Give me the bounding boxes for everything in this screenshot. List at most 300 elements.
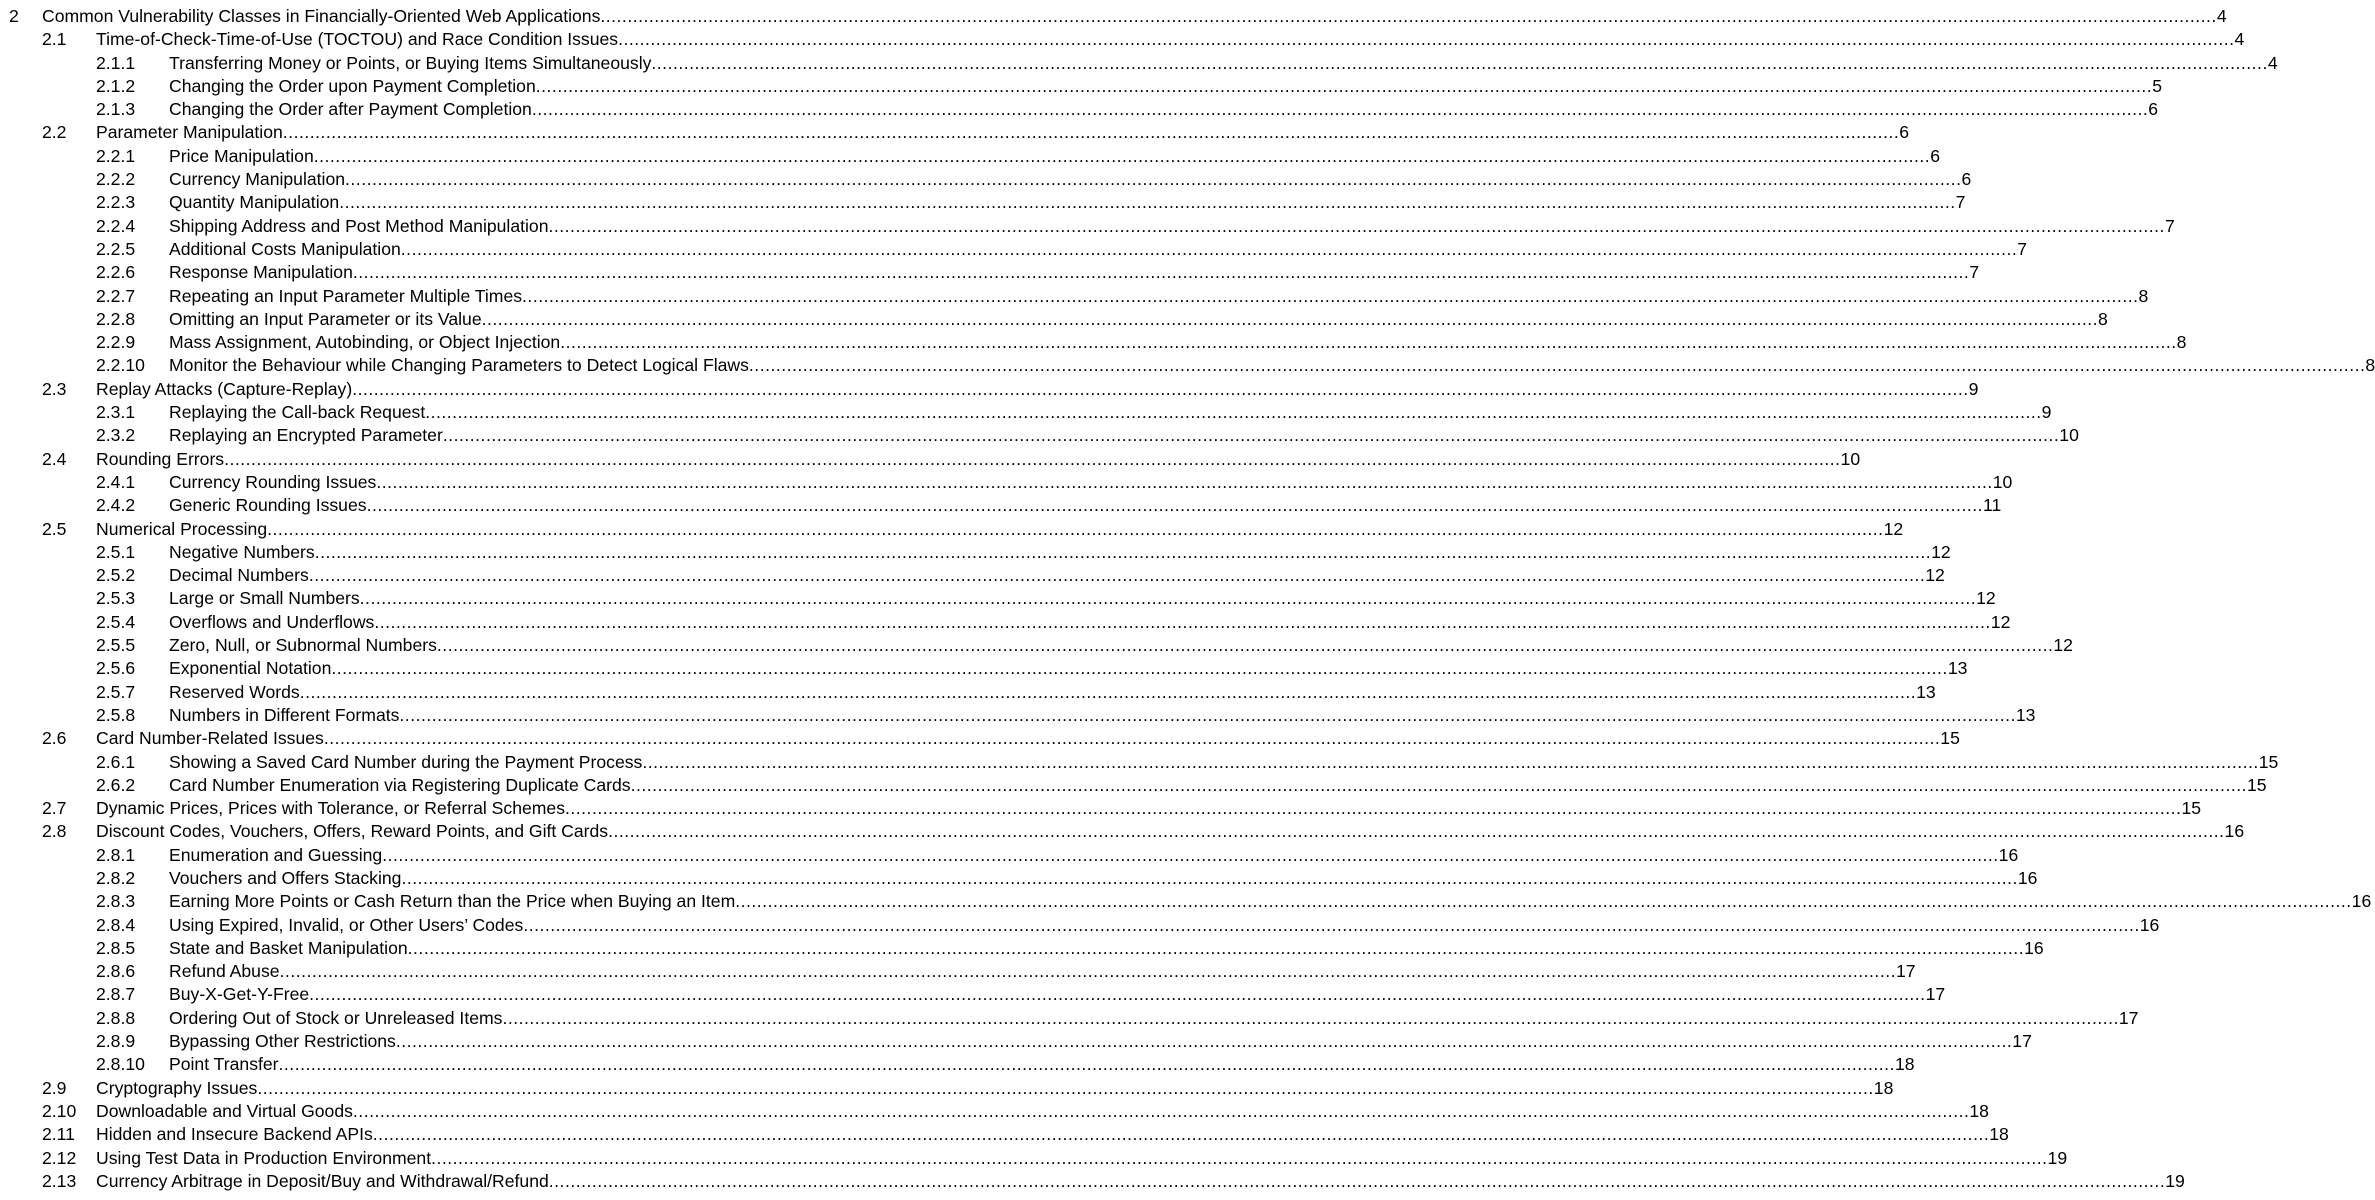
toc-entry-page-number: 18	[1969, 1100, 1989, 1121]
toc-entry-title: Replay Attacks (Capture-Replay)	[96, 378, 353, 399]
toc-entry[interactable]	[0, 704, 2036, 727]
toc-entry-title: State and Basket Manipulation	[169, 937, 408, 958]
dot-leader: ............................................................................................................................................................................................................................................................................................................	[522, 285, 2139, 306]
toc-entry-title: Card Number Enumeration via Registering Duplicate Cards	[169, 774, 631, 795]
toc-entry[interactable]	[0, 960, 1916, 983]
toc-entry-title: Using Test Data in Production Environment	[96, 1147, 432, 1168]
toc-entry-number: 2.2.10	[96, 355, 145, 376]
toc-entry-leader-line	[169, 354, 2375, 377]
toc-entry-page-number: 16	[2224, 821, 2245, 842]
toc-entry[interactable]	[0, 541, 1951, 564]
toc-entry-leader-line	[96, 1100, 1989, 1123]
toc-entry-title: Decimal Numbers	[169, 565, 309, 586]
toc-entry[interactable]	[0, 634, 2073, 657]
toc-entry-page-number: 8	[2176, 332, 2187, 353]
toc-entry-leader-line	[96, 820, 2245, 843]
toc-entry-page-number: 12	[1925, 565, 1945, 586]
dot-leader: ............................................................................................................................................................................................................................................................................................................	[608, 821, 2225, 842]
dot-leader: ............................................................................................................................................................................................................................................................................................................	[748, 355, 2366, 376]
toc-entry-leader-line	[169, 52, 2278, 75]
dot-leader: ............................................................................................................................................................................................................................................................................................................	[352, 1100, 1970, 1121]
toc-entry-title: Enumeration and Guessing	[169, 844, 383, 865]
toc-entry-number: 2.8.7	[96, 984, 136, 1005]
toc-entry-leader-line	[42, 5, 2227, 28]
toc-entry-number: 2.2.1	[96, 145, 136, 166]
toc-entry-page-number: 12	[1990, 611, 2011, 632]
toc-entry-page-number: 6	[1899, 122, 1910, 143]
toc-entry[interactable]	[0, 518, 1904, 541]
dot-leader: ............................................................................................................................................................................................................................................................................................................	[535, 75, 2153, 96]
dot-leader: ............................................................................................................................................................................................................................................................................................................	[279, 961, 1896, 982]
toc-entry-number: 2.2.9	[96, 332, 136, 353]
toc-entry-leader-line	[169, 1030, 2032, 1053]
dot-leader: ............................................................................................................................................................................................................................................................................................................	[352, 378, 1969, 399]
dot-leader: ............................................................................................................................................................................................................................................................................................................	[425, 402, 2042, 423]
toc-entry[interactable]	[0, 890, 2372, 913]
toc-entry[interactable]	[0, 28, 2245, 51]
dot-leader: ............................................................................................................................................................................................................................................................................................................	[339, 192, 1956, 213]
toc-entry-title: Earning More Points or Cash Return than the Price when Buying an Item	[169, 891, 736, 912]
toc-entry-leader-line	[169, 215, 2175, 238]
toc-entry-leader-line	[96, 1147, 2068, 1170]
toc-entry-number: 2.5.2	[96, 565, 136, 586]
toc-entry[interactable]	[0, 587, 1996, 610]
toc-entry-number: 2.2.8	[96, 308, 136, 329]
toc-entry-number: 2.5.1	[96, 541, 136, 562]
toc-entry-number: 2.4	[42, 448, 67, 469]
toc-entry-number: 2.8.5	[96, 937, 136, 958]
toc-entry-leader-line	[169, 704, 2036, 727]
toc-entry-page-number: 4	[2216, 6, 2227, 26]
toc-entry-number: 2.13	[42, 1170, 77, 1191]
dot-leader: ............................................................................................................................................................................................................................................................................................................	[531, 99, 2149, 120]
toc-entry[interactable]	[0, 471, 2013, 494]
dot-leader: ............................................................................................................................................................................................................................................................................................................	[376, 471, 1993, 492]
toc-entry-page-number: 6	[1930, 145, 1940, 166]
toc-entry-leader-line	[169, 191, 1966, 214]
toc-entry-number: 2.5.5	[96, 635, 136, 656]
toc-entry[interactable]	[0, 727, 1960, 750]
toc-entry-title: Point Transfer	[169, 1054, 279, 1075]
toc-entry-leader-line	[169, 634, 2073, 657]
toc-entry[interactable]	[0, 797, 2202, 820]
toc-entry-leader-line	[96, 448, 1861, 471]
toc-entry-number: 2.6.1	[96, 751, 136, 772]
toc-entry[interactable]	[0, 354, 2375, 377]
toc-entry[interactable]	[0, 168, 1972, 191]
dot-leader: ............................................................................................................................................................................................................................................................................................................	[442, 425, 2060, 446]
dot-leader: ............................................................................................................................................................................................................................................................................................................	[548, 1170, 2166, 1191]
toc-entry-number: 2.5.3	[96, 588, 136, 609]
toc-entry-title: Hidden and Insecure Backend APIs	[96, 1124, 373, 1145]
toc-entry-title: Replaying the Call-back Request	[169, 402, 426, 423]
toc-entry-number: 2.1.3	[96, 99, 136, 120]
toc-entry-title: Transferring Money or Points, or Buying Items Simultaneously	[169, 52, 652, 73]
dot-leader: ............................................................................................................................................................................................................................................................................................................	[372, 1124, 1990, 1145]
toc-entry-leader-line	[169, 937, 2044, 960]
toc-entry-leader-line	[169, 751, 2279, 774]
toc-entry-number: 2.6.2	[96, 774, 136, 795]
toc-entry-number: 2.8	[42, 821, 67, 842]
toc-entry-title: Card Number-Related Issues	[96, 728, 324, 749]
toc-entry-leader-line	[169, 657, 1968, 680]
toc-entry-title: Changing the Order upon Payment Completion	[169, 75, 536, 96]
toc-entry-number: 2.8.1	[96, 844, 136, 865]
dot-leader: ............................................................................................................................................................................................................................................................................................................	[366, 495, 1983, 516]
toc-entry-leader-line	[169, 611, 2011, 634]
toc-entry-number: 2.5.6	[96, 658, 136, 679]
dot-leader: ............................................................................................................................................................................................................................................................................................................	[400, 238, 2018, 259]
toc-entry-page-number: 5	[2152, 75, 2162, 96]
toc-entry-number: 2.1.2	[96, 75, 136, 96]
toc-entry-number: 2.5	[42, 518, 67, 539]
toc-entry-page-number: 16	[2024, 937, 2044, 958]
toc-entry[interactable]	[0, 914, 2160, 937]
dot-leader: ............................................................................................................................................................................................................................................................................................................	[618, 29, 2235, 50]
toc-entry-page-number: 16	[2351, 891, 2372, 912]
toc-entry-page-number: 12	[1883, 518, 1904, 539]
toc-entry-page-number: 7	[1955, 192, 1966, 213]
toc-entry-leader-line	[169, 960, 1916, 983]
toc-entry-leader-line	[169, 98, 2159, 121]
toc-entry-page-number: 4	[2234, 29, 2245, 50]
toc-entry-leader-line	[169, 471, 2013, 494]
toc-entry[interactable]	[0, 308, 2108, 331]
dot-leader: ............................................................................................................................................................................................................................................................................................................	[523, 914, 2140, 935]
toc-entry-number: 2.7	[42, 798, 67, 819]
toc-entry-number: 2.9	[42, 1077, 67, 1098]
dot-leader: ............................................................................................................................................................................................................................................................................................................	[431, 1147, 2048, 1168]
dot-leader: ............................................................................................................................................................................................................................................................................................................	[399, 704, 2016, 725]
toc-entry-page-number: 7	[2164, 215, 2175, 236]
dot-leader: ............................................................................................................................................................................................................................................................................................................	[651, 52, 2268, 73]
toc-entry-page-number: 12	[1931, 541, 1951, 562]
dot-leader: ............................................................................................................................................................................................................................................................................................................	[565, 798, 2182, 819]
toc-entry-number: 2.5.4	[96, 611, 136, 632]
toc-entry-page-number: 15	[2247, 774, 2267, 795]
dot-leader: ............................................................................................................................................................................................................................................................................................................	[323, 728, 1941, 749]
toc-entry-number: 2.12	[42, 1147, 77, 1168]
toc-entry-leader-line	[169, 145, 1940, 168]
dot-leader: ............................................................................................................................................................................................................................................................................................................	[282, 122, 1900, 143]
toc-entry-number: 2.2.4	[96, 215, 136, 236]
toc-entry[interactable]	[0, 238, 2028, 261]
toc-entry-number: 2.8.3	[96, 891, 136, 912]
toc-entry-title: Ordering Out of Stock or Unreleased Items	[169, 1007, 503, 1028]
toc-entry-leader-line	[96, 797, 2202, 820]
toc-entry-title: Downloadable and Virtual Goods	[96, 1100, 353, 1121]
toc-entry-number: 2.3.2	[96, 425, 136, 446]
toc-entry[interactable]	[0, 844, 2019, 867]
toc-entry-title: Cryptography Issues	[96, 1077, 258, 1098]
dot-leader: ............................................................................................................................................................................................................................................................................................................	[481, 308, 2099, 329]
toc-entry-leader-line	[96, 727, 1960, 750]
dot-leader: ............................................................................................................................................................................................................................................................................................................	[401, 867, 2018, 888]
toc-entry-page-number: 19	[2165, 1170, 2185, 1191]
dot-leader: ............................................................................................................................................................................................................................................................................................................	[548, 215, 2165, 236]
toc-entry-title: Numbers in Different Formats	[169, 704, 400, 725]
toc-entry-number: 2.3	[42, 378, 67, 399]
toc-entry-title: Currency Manipulation	[169, 169, 346, 190]
toc-entry-title: Discount Codes, Vouchers, Offers, Reward Points, and Gift Cards	[96, 821, 609, 842]
toc-entry-title: Refund Abuse	[169, 961, 280, 982]
toc-entry-title: Numerical Processing	[96, 518, 268, 539]
toc-entry[interactable]	[0, 1077, 1894, 1100]
toc-entry-title: Currency Rounding Issues	[169, 471, 377, 492]
toc-entry-number: 2.5.7	[96, 681, 136, 702]
toc-entry[interactable]	[0, 657, 1968, 680]
toc-entry[interactable]	[0, 261, 1980, 284]
toc-entry-title: Shipping Address and Post Method Manipulation	[169, 215, 549, 236]
toc-entry-title: Negative Numbers	[169, 541, 315, 562]
toc-entry-number: 2.11	[42, 1124, 75, 1145]
toc-entry-title: Generic Rounding Issues	[169, 495, 367, 516]
dot-leader: ............................................................................................................................................................................................................................................................................................................	[299, 681, 1917, 702]
toc-entry-page-number: 7	[2017, 238, 2028, 259]
toc-entry-number: 2.6	[42, 728, 67, 749]
toc-entry-title: Common Vulnerability Classes in Financially-Oriented Web Applications	[42, 6, 601, 26]
toc-entry-title: Bypassing Other Restrictions	[169, 1031, 396, 1052]
toc-entry-number: 2.1	[42, 29, 67, 50]
toc-entry-title: Vouchers and Offers Stacking	[169, 867, 402, 888]
toc-entry-number: 2.5.8	[96, 704, 136, 725]
dot-leader: ............................................................................................................................................................................................................................................................................................................	[257, 1077, 1874, 1098]
toc-entry-page-number: 18	[1989, 1124, 2009, 1145]
toc-entry-page-number: 10	[1840, 448, 1861, 469]
toc-entry-page-number: 18	[1894, 1054, 1915, 1075]
toc-entry-leader-line	[169, 541, 1951, 564]
toc-entry[interactable]	[0, 75, 2162, 98]
toc-entry-page-number: 11	[1983, 495, 2002, 516]
dot-leader: ............................................................................................................................................................................................................................................................................................................	[560, 332, 2177, 353]
toc-entry-title: Monitor the Behaviour while Changing Parameters to Detect Logical Flaws	[169, 355, 749, 376]
dot-leader: ............................................................................................................................................................................................................................................................................................................	[407, 937, 2025, 958]
toc-entry-title: Overflows and Underflows	[169, 611, 375, 632]
toc-entry-page-number: 12	[1976, 588, 1996, 609]
toc-entry-page-number: 17	[1925, 984, 1946, 1005]
toc-entry-page-number: 17	[1895, 961, 1916, 982]
toc-entry-page-number: 8	[2138, 285, 2149, 306]
toc-entry-title: Time-of-Check-Time-of-Use (TOCTOU) and Race Condition Issues	[96, 29, 619, 50]
toc-entry-title: Currency Arbitrage in Deposit/Buy and Withdrawal/Refund	[96, 1170, 549, 1191]
toc-entry[interactable]	[0, 867, 2038, 890]
toc-entry-title: Quantity Manipulation	[169, 192, 340, 213]
toc-entry-page-number: 8	[2098, 308, 2108, 329]
toc-entry-leader-line	[169, 494, 2002, 517]
toc-entry-leader-line	[169, 331, 2187, 354]
toc-entry-title: Zero, Null, or Subnormal Numbers	[169, 635, 437, 656]
toc-entry-number: 2.1.1	[96, 52, 136, 73]
toc-entry[interactable]	[0, 378, 1979, 401]
toc-entry-title: Rounding Errors	[96, 448, 225, 469]
toc-entry-leader-line	[169, 867, 2038, 890]
toc-entry[interactable]	[0, 937, 2044, 960]
toc-entry[interactable]	[0, 1030, 2032, 1053]
toc-entry-leader-line	[169, 774, 2267, 797]
toc-entry[interactable]	[0, 448, 1861, 471]
toc-entry[interactable]	[0, 424, 2079, 447]
toc-entry-page-number: 10	[2059, 425, 2079, 446]
toc-entry-leader-line	[169, 285, 2149, 308]
toc-entry-title: Changing the Order after Payment Completion	[169, 99, 532, 120]
toc-entry[interactable]	[0, 401, 2052, 424]
toc-entry-number: 2.2	[42, 122, 67, 143]
toc-entry-page-number: 16	[1998, 844, 2019, 865]
toc-entry-page-number: 4	[2267, 52, 2278, 73]
toc-entry[interactable]	[0, 774, 2267, 797]
toc-entry-page-number: 17	[2118, 1007, 2139, 1028]
dot-leader: ............................................................................................................................................................................................................................................................................................................	[345, 169, 1962, 190]
toc-entry-title: Replaying an Encrypted Parameter	[169, 425, 443, 446]
toc-entry-number: 2.3.1	[96, 402, 136, 423]
toc-entry-number: 2.8.4	[96, 914, 136, 935]
toc-entry[interactable]	[0, 5, 2227, 28]
toc-entry[interactable]	[0, 494, 2002, 517]
toc-entry-page-number: 9	[2041, 402, 2052, 423]
toc-entry-leader-line	[169, 890, 2372, 913]
toc-entry-number: 2.8.9	[96, 1031, 136, 1052]
toc-entry-leader-line	[96, 28, 2245, 51]
toc-entry[interactable]	[0, 98, 2159, 121]
toc-entry[interactable]	[0, 1147, 2068, 1170]
toc-entry[interactable]	[0, 751, 2279, 774]
dot-leader: ............................................................................................................................................................................................................................................................................................................	[278, 1054, 1895, 1075]
toc-entry-leader-line	[169, 564, 1945, 587]
toc-entry-page-number: 13	[2015, 704, 2036, 725]
toc-entry-title: Repeating an Input Parameter Multiple Times	[169, 285, 523, 306]
toc-entry[interactable]	[0, 564, 1945, 587]
toc-entry-leader-line	[169, 261, 1980, 284]
toc-entry[interactable]	[0, 52, 2278, 75]
toc-entry-leader-line	[169, 238, 2028, 261]
dot-leader: ............................................................................................................................................................................................................................................................................................................	[352, 262, 1970, 283]
dot-leader: ............................................................................................................................................................................................................................................................................................................	[642, 751, 2259, 772]
toc-entry-leader-line	[169, 914, 2160, 937]
toc-entry[interactable]	[0, 983, 1946, 1006]
toc-entry-leader-line	[96, 1123, 2009, 1146]
toc-entry[interactable]	[0, 285, 2149, 308]
toc-entry-page-number: 13	[1947, 658, 1968, 679]
toc-entry-page-number: 16	[2017, 867, 2038, 888]
dot-leader: ............................................................................................................................................................................................................................................................................................................	[382, 844, 1999, 865]
toc-entry[interactable]	[0, 1170, 2185, 1193]
dot-leader: ............................................................................................................................................................................................................................................................................................................	[331, 658, 1948, 679]
toc-entry-title: Parameter Manipulation	[96, 122, 283, 143]
toc-entry-page-number: 15	[2181, 798, 2202, 819]
toc-entry-number: 2.2.6	[96, 262, 136, 283]
toc-entry[interactable]	[0, 1007, 2139, 1030]
toc-entry-leader-line	[169, 168, 1972, 191]
toc-entry-page-number: 18	[1873, 1077, 1894, 1098]
toc-entry-number: 2.2.2	[96, 169, 136, 190]
toc-entry-leader-line	[96, 1170, 2185, 1193]
toc-entry-number: 2.8.2	[96, 867, 136, 888]
toc-entry-title: Buy-X-Get-Y-Free	[169, 984, 310, 1005]
table-of-contents	[0, 5, 2375, 1193]
toc-entry-title: Dynamic Prices, Prices with Tolerance, or Referral Schemes	[96, 798, 565, 819]
toc-entry[interactable]	[0, 820, 2245, 843]
toc-entry-leader-line	[169, 681, 1936, 704]
dot-leader: ............................................................................................................................................................................................................................................................................................................	[359, 588, 1977, 609]
toc-entry[interactable]	[0, 681, 1936, 704]
dot-leader: ............................................................................................................................................................................................................................................................................................................	[224, 448, 1841, 469]
dot-leader: ............................................................................................................................................................................................................................................................................................................	[308, 565, 1926, 586]
toc-entry-title: Exponential Notation	[169, 658, 332, 679]
toc-entry-leader-line	[169, 424, 2079, 447]
dot-leader: ............................................................................................................................................................................................................................................................................................................	[395, 1031, 2013, 1052]
toc-entry-page-number: 9	[1968, 378, 1979, 399]
dot-leader: ............................................................................................................................................................................................................................................................................................................	[313, 145, 1931, 166]
toc-entry-number: 2.2.3	[96, 192, 136, 213]
toc-entry-title: Large or Small Numbers	[169, 588, 360, 609]
toc-entry-page-number: 17	[2012, 1031, 2032, 1052]
toc-entry-page-number: 7	[1969, 262, 1980, 283]
dot-leader: ............................................................................................................................................................................................................................................................................................................	[374, 611, 1991, 632]
toc-entry-number: 2.4.1	[96, 471, 136, 492]
toc-entry-page-number: 16	[2139, 914, 2160, 935]
toc-entry-leader-line	[169, 1007, 2139, 1030]
toc-entry-page-number: 8	[2365, 355, 2375, 376]
dot-leader: ............................................................................................................................................................................................................................................................................................................	[502, 1007, 2119, 1028]
toc-entry[interactable]	[0, 1123, 2009, 1146]
toc-entry-title: Reserved Words	[169, 681, 300, 702]
toc-entry[interactable]	[0, 1053, 1915, 1076]
toc-entry-leader-line	[96, 378, 1979, 401]
toc-entry-leader-line	[169, 1053, 1915, 1076]
toc-entry-number: 2.2.5	[96, 238, 136, 259]
toc-entry-title: Showing a Saved Card Number during the Payment Process	[169, 751, 643, 772]
toc-entry[interactable]	[0, 611, 2011, 634]
toc-entry-leader-line	[169, 587, 1996, 610]
toc-entry-leader-line	[96, 518, 1904, 541]
dot-leader: ............................................................................................................................................................................................................................................................................................................	[630, 774, 2247, 795]
toc-entry-leader-line	[169, 308, 2108, 331]
dot-leader: ............................................................................................................................................................................................................................................................................................................	[267, 518, 1884, 539]
toc-entry[interactable]	[0, 331, 2187, 354]
dot-leader: ............................................................................................................................................................................................................................................................................................................	[735, 891, 2352, 912]
toc-entry[interactable]	[0, 145, 1940, 168]
toc-entry-leader-line	[169, 983, 1946, 1006]
toc-entry-number: 2.8.10	[96, 1054, 145, 1075]
toc-entry-page-number: 15	[2258, 751, 2279, 772]
toc-entry-title: Additional Costs Manipulation	[169, 238, 401, 259]
toc-entry-leader-line	[169, 75, 2162, 98]
toc-entry-page-number: 15	[1940, 728, 1960, 749]
toc-entry-page-number: 6	[2148, 99, 2159, 120]
toc-entry-number: 2.8.6	[96, 961, 136, 982]
toc-entry[interactable]	[0, 1100, 1989, 1123]
toc-entry[interactable]	[0, 121, 1910, 144]
toc-entry-leader-line	[96, 1077, 1894, 1100]
toc-entry[interactable]	[0, 215, 2175, 238]
toc-entry-title: Response Manipulation	[169, 262, 353, 283]
toc-entry-title: Price Manipulation	[169, 145, 314, 166]
toc-entry-leader-line	[169, 844, 2019, 867]
toc-entry-number: 2.8.8	[96, 1007, 136, 1028]
toc-entry-page-number: 10	[1992, 471, 2013, 492]
toc-entry-page-number: 6	[1961, 169, 1972, 190]
toc-entry-number: 2.10	[42, 1100, 77, 1121]
toc-entry-leader-line	[169, 401, 2052, 424]
toc-entry-title: Mass Assignment, Autobinding, or Object Injection	[169, 332, 561, 353]
toc-entry[interactable]	[0, 191, 1966, 214]
toc-entry-number: 2.2.7	[96, 285, 136, 306]
toc-entry-page-number: 19	[2047, 1147, 2068, 1168]
toc-entry-title: Using Expired, Invalid, or Other Users’ Codes	[169, 914, 524, 935]
dot-leader: ............................................................................................................................................................................................................................................................................................................	[309, 984, 1926, 1005]
toc-entry-page-number: 12	[2053, 635, 2073, 656]
toc-entry-number: 2.4.2	[96, 495, 136, 516]
